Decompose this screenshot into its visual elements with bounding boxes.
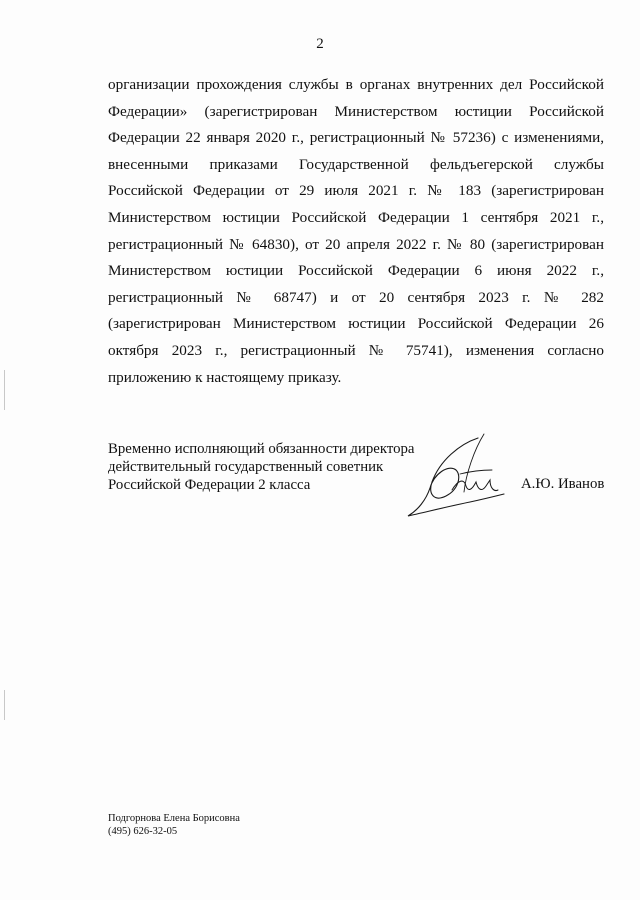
executor-name: Подгорнова Елена Борисовна — [108, 813, 240, 824]
position-line-2: действительный государственный советник — [108, 459, 384, 475]
page-number: 2 — [316, 36, 324, 52]
position-line-1: Временно исполняющий обязанности директора — [108, 441, 415, 457]
executor-phone: (495) 626-32-05 — [108, 826, 178, 837]
scan-artifact — [4, 370, 5, 410]
scan-artifact — [4, 690, 5, 720]
handwritten-signature — [400, 430, 510, 530]
executor-contact — [108, 812, 240, 838]
position-line-3: Российской Федерации 2 класса — [108, 477, 311, 493]
signatory-name: А.Ю. Иванов — [521, 476, 605, 492]
signatory-position — [108, 440, 438, 494]
body-paragraph: организации прохождения службы в органах внутренних дел Российской Федерации» (зарегистрирован Министерством юстиции Российской Федерации 22 января 2020 г., регистрационный № 57236) с изменениями, внесенными приказами Государственной фельдъегерской службы Российской Федерации от 29 июля 2021 г. № 183 (зарегистрирован Министерством юстиции Российской Федерации 1 сентября 2021 г., регистрационный № 64830), от 20 апреля 2022 г. № 80 (зарегистрирован Министерством юстиции Российской Федерации 6 июня 2022 г., регистрационный № 68747) и от 20 сентября 2023 г. № 282 (зарегистрирован Министерством юстиции Российской Федерации 26 октября 2023 г., регистрационный № 75741), изменения согласно приложению к настоящему приказу. — [108, 76, 604, 386]
